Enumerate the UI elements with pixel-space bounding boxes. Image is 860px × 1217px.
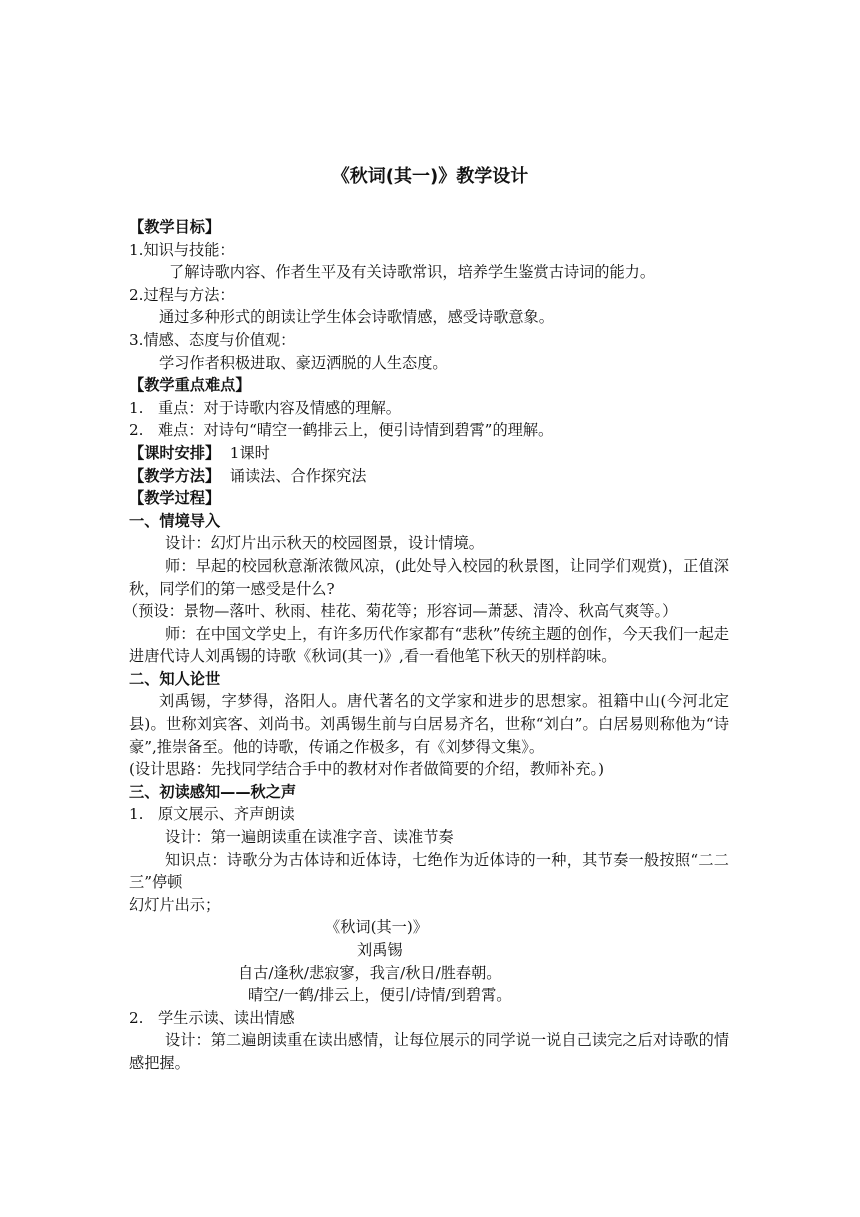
lesson-hours-value: 1课时 xyxy=(220,443,270,462)
teaching-method-value: 诵读法、合作探究法 xyxy=(220,466,367,485)
heading-teaching-process: 【教学过程】 xyxy=(129,489,221,508)
poem-line-2: 晴空/一鹤/排云上，便引/诗情/到碧霄。 xyxy=(248,986,512,1005)
section-1-teacher-para-2: 师：在中国文学史上，有许多历代作家都有“悲秋”传统主题的创作，今天我们一起走进唐代诗人刘禹锡的诗歌《秋词(其一)》,看一看他笔下秋天的别样韵味。 xyxy=(129,624,729,666)
heading-lesson-hours: 【课时安排】 xyxy=(129,443,221,462)
heading-teaching-method: 【教学方法】 xyxy=(129,466,221,485)
document-body xyxy=(123,216,729,1075)
key-point-2: 2. 难点：对诗句“晴空一鹤排云上，便引诗情到碧霄”的理解。 xyxy=(129,421,554,440)
key-point-1: 1. 重点：对于诗歌内容及情感的理解。 xyxy=(129,398,401,417)
heading-key-points: 【教学重点难点】 xyxy=(129,376,251,395)
goal-emotion-text: 学习作者积极进取、豪迈洒脱的人生态度。 xyxy=(159,353,448,372)
section-1-teacher-para-1: 师：早起的校园秋意渐浓微风凉，(此处导入校园的秋景图，让同学们观赏)，正值深秋，同学们的第一感受是什么? xyxy=(129,556,729,598)
teaching-method-line xyxy=(129,465,729,488)
section-1-design: 设计：幻灯片出示秋天的校园图景，设计情境。 xyxy=(165,534,484,553)
poem-line-1: 自古/逢秋/悲寂寥，我言/秋日/胜春朝。 xyxy=(238,963,502,982)
section-3-step-1: 1. 原文展示、齐声朗读 xyxy=(129,805,295,824)
section-3-step-2: 2. 学生示读、读出情感 xyxy=(129,1008,295,1027)
heading-section-2: 二、知人论世 xyxy=(129,669,221,688)
heading-section-3: 三、初读感知——秋之声 xyxy=(129,782,297,801)
section-1-preset: （预设：景物—落叶、秋雨、桂花、菊花等；形容词—萧瑟、清冷、秋高气爽等。） xyxy=(123,602,678,621)
goal-emotion-heading: 3.情感、态度与价值观： xyxy=(129,330,296,349)
section-2-author-intro: 刘禹锡，字梦得，洛阳人。唐代著名的文学家和进步的思想家。祖籍中山(今河北定县)。世称刘宾客、刘尚书。刘禹锡生前与白居易齐名，世称“刘白”。白居易则称他为“诗豪”,推崇备至。他的诗歌，传诵之作极多，有《刘梦得文集》。 xyxy=(129,692,729,756)
goal-process-text: 通过多种形式的朗读让学生体会诗歌情感，感受诗歌意象。 xyxy=(159,308,554,327)
lesson-hours-line xyxy=(129,442,729,465)
poem-author: 刘禹锡 xyxy=(357,941,403,959)
section-3-design-2: 设计：第二遍朗读重在读出感情，让每位展示的同学说一说自己读完之后对诗歌的情感把握。 xyxy=(129,1031,729,1072)
goal-knowledge-text: 了解诗歌内容、作者生平及有关诗歌常识，培养学生鉴赏古诗词的能力。 xyxy=(169,263,655,282)
slide-intro: 幻灯片出示； xyxy=(129,895,221,914)
goal-knowledge-heading: 1.知识与技能： xyxy=(129,240,235,259)
section-3-design-1: 设计：第一遍朗读重在读准字音、读准节奏 xyxy=(165,828,454,847)
page-title: 《秋词(其一)》教学设计 xyxy=(331,166,529,187)
section-2-design-note: (设计思路：先找同学结合手中的教材对作者做简要的介绍，教师补充。) xyxy=(129,760,605,779)
heading-teaching-goals: 【教学目标】 xyxy=(129,218,221,236)
section-3-knowledge-point: 知识点：诗歌分为古体诗和近体诗，七绝作为近体诗的一种，其节奏一般按照“二二三”停顿 xyxy=(129,850,729,892)
heading-section-1: 一、情境导入 xyxy=(129,511,221,530)
goal-process-heading: 2.过程与方法： xyxy=(129,285,235,304)
poem-title: 《秋词(其一)》 xyxy=(325,918,428,937)
